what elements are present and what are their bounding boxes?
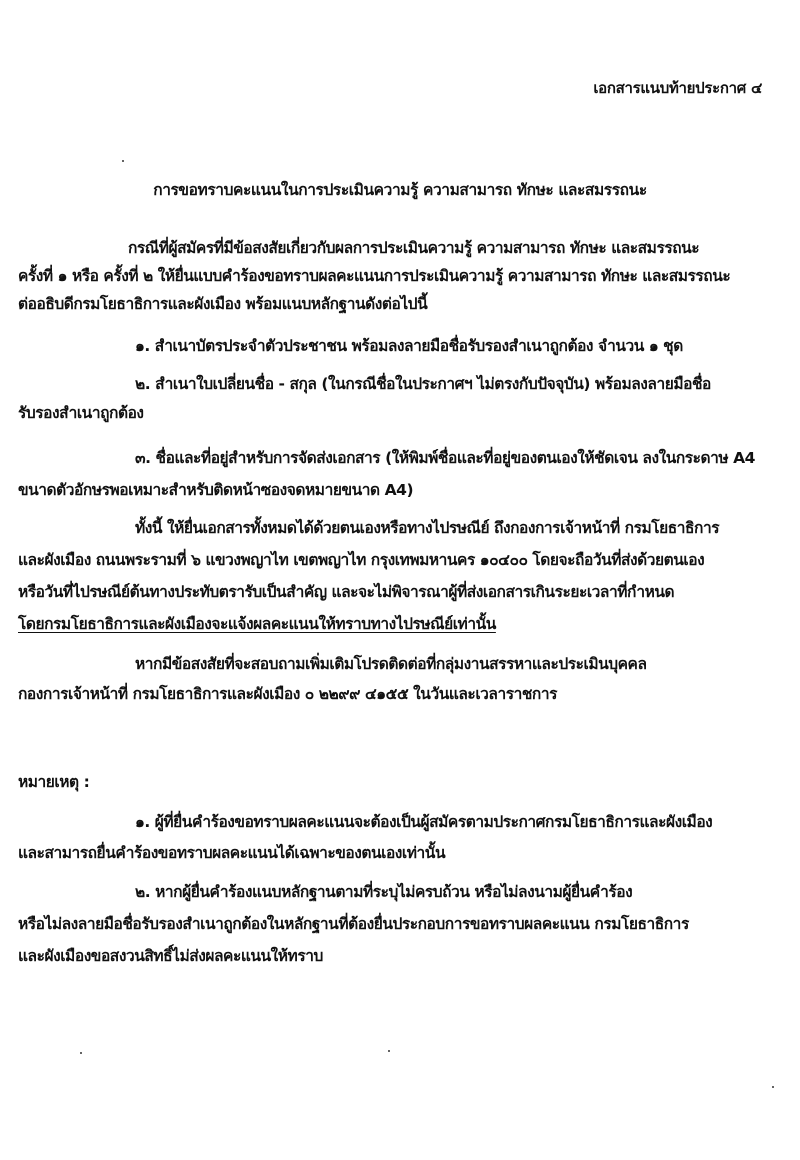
- attachment-label: เอกสารแนบท้ายประกาศ ๔: [593, 79, 762, 97]
- scan-speck: [388, 1050, 390, 1052]
- submission-line-4-underlined: โดยกรมโยธาธิการและผังเมืองจะแจ้งผลคะแนนให้ทราบทางไปรษณีย์เท่านั้น: [18, 615, 496, 633]
- intro-line-2: ครั้งที่ ๑ หรือ ครั้งที่ ๒ ให้ยื่นแบบคำร้องขอทราบผลคะแนนการประเมินความรู้ ความสามารถ ทักษะ และสมรรถนะ: [18, 267, 731, 285]
- item-1: ๑. สำเนาบัตรประจำตัวประชาชน พร้อมลงลายมือชื่อรับรองสำเนาถูกต้อง จำนวน ๑ ชุด: [135, 337, 683, 355]
- submission-line-1: ทั้งนี้ ให้ยื่นเอกสารทั้งหมดได้ด้วยตนเองหรือทางไปรษณีย์ ถึงกองการเจ้าหน้าที่ กรมโยธาธิการ: [135, 519, 720, 537]
- remark-1-line-2: และสามารถยื่นคำร้องขอทราบผลคะแนนได้เฉพาะของตนเองเท่านั้น: [18, 844, 446, 862]
- document-title: การขอทราบคะแนนในการประเมินความรู้ ความสามารถ ทักษะ และสมรรถนะ: [153, 181, 647, 199]
- item-2-line-1: ๒. สำเนาใบเปลี่ยนชื่อ - สกุล (ในกรณีชื่อในประกาศฯ ไม่ตรงกับปัจจุบัน) พร้อมลงลายมือชื่อ: [135, 375, 711, 393]
- scan-speck: [80, 1052, 82, 1054]
- intro-line-1: กรณีที่ผู้สมัครที่มีข้อสงสัยเกี่ยวกับผลการประเมินความรู้ ความสามารถ ทักษะ และสมรรถนะ: [128, 239, 700, 257]
- remarks-heading: หมายเหตุ :: [18, 773, 90, 791]
- contact-line-2: กองการเจ้าหน้าที่ กรมโยธาธิการและผังเมือง ๐ ๒๒๙๙ ๔๑๕๕ ในวันและเวลาราชการ: [18, 685, 557, 703]
- remark-2-line-2: หรือไม่ลงลายมือชื่อรับรองสำเนาถูกต้องในหลักฐานที่ต้องยื่นประกอบการขอทราบผลคะแนน กรมโยธาธิการ: [18, 915, 689, 933]
- item-3-line-1: ๓. ชื่อและที่อยู่สำหรับการจัดส่งเอกสาร (ให้พิมพ์ชื่อและที่อยู่ของตนเองให้ชัดเจน ลงในกระดาษ A4: [135, 449, 756, 467]
- scan-speck: [772, 1086, 774, 1088]
- contact-line-1: หากมีข้อสงสัยที่จะสอบถามเพิ่มเติมโปรดติดต่อที่กลุ่มงานสรรหาและประเมินบุคคล: [135, 655, 647, 673]
- intro-line-3: ต่ออธิบดีกรมโยธาธิการและผังเมือง พร้อมแนบหลักฐานดังต่อไปนี้: [18, 295, 428, 313]
- submission-line-2: และผังเมือง ถนนพระรามที่ ๖ แขวงพญาไท เขตพญาไท กรุงเทพมหานคร ๑๐๔๐๐ โดยจะถือวันที่ส่งด้วยตนเอง: [18, 551, 705, 569]
- submission-line-3: หรือวันที่ไปรษณีย์ต้นทางประทับตรารับเป็นสำคัญ และจะไม่พิจารณาผู้ที่ส่งเอกสารเกินระยะเวลาที่กำหนด: [18, 583, 675, 601]
- item-3-line-2: ขนาดตัวอักษรพอเหมาะสำหรับติดหน้าซองจดหมายขนาด A4): [18, 481, 414, 499]
- remark-2-line-1: ๒. หากผู้ยื่นคำร้องแนบหลักฐานตามที่ระบุไม่ครบถ้วน หรือไม่ลงนามผู้ยื่นคำร้อง: [135, 883, 633, 901]
- scan-speck: [122, 160, 124, 162]
- remark-1-line-1: ๑. ผู้ที่ยื่นคำร้องขอทราบผลคะแนนจะต้องเป็นผู้สมัครตามประกาศกรมโยธาธิการและผังเมือง: [135, 813, 713, 831]
- remark-2-line-3: และผังเมืองขอสงวนสิทธิ์ไม่ส่งผลคะแนนให้ทราบ: [18, 947, 323, 965]
- item-2-line-2: รับรองสำเนาถูกต้อง: [18, 404, 144, 422]
